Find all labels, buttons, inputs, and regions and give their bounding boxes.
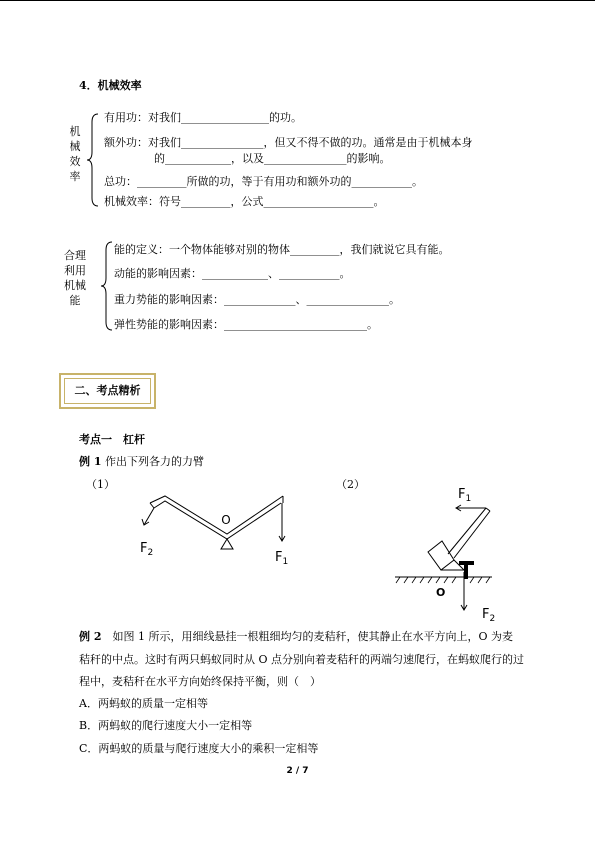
fulcrum-triangle (221, 539, 233, 549)
energy-brace (100, 240, 114, 332)
energy-definition-line: 能的定义：一个物体能够对别的物体_________，我们就说它具有能。 (114, 243, 450, 256)
fig1-o-label: O (221, 513, 231, 527)
fig1-f2-label: $F_2$ (140, 541, 154, 558)
figure-1-lever (130, 495, 300, 570)
option-c: C．两蚂蚁的质量与爬行速度大小的乘积一定相等 (79, 742, 319, 755)
extra-work-line-1: 额外功：对我们_______________，但又不得不做的功。通常是由于机械本身 (104, 136, 473, 149)
ground-hatching (396, 577, 490, 583)
side-char: 机械 (64, 279, 86, 292)
side-char: 能 (69, 294, 81, 307)
kinetic-energy-line: 动能的影响因素：____________、___________。 (114, 267, 351, 280)
fig2-f1-label: $F_1$ (458, 487, 472, 504)
lever-end (150, 503, 154, 508)
example1-prompt (79, 455, 204, 469)
side-char: 率 (69, 170, 81, 183)
side-char: 械 (69, 140, 81, 153)
example2-line-1 (79, 630, 513, 644)
hammer-handle (454, 511, 490, 558)
example2-line-3: 程中，麦秸秆在水平方向始终保持平衡，则（ ） (79, 675, 321, 688)
figure2-label: （2） (336, 478, 365, 491)
exam-point-title: 考点一 杠杆 (79, 433, 145, 446)
side-char: 机 (69, 125, 81, 138)
efficiency-line: 机械效率：符号_________，公式____________________。 (104, 195, 385, 208)
side-char: 合理 (64, 249, 86, 262)
fig2-f2-label: $F_2$ (482, 607, 496, 624)
extra-work-line-2: 的____________，以及_______________的影响。 (154, 152, 391, 165)
nail-shaft (464, 565, 468, 579)
useful-work-line: 有用功：对我们________________的功。 (104, 111, 302, 124)
lever-outline-bottom (154, 501, 281, 539)
hammer-handle (448, 508, 486, 554)
figure1-label: （1） (86, 478, 115, 491)
example1-text: 作出下列各力的力臂 (101, 455, 204, 468)
part2-title: 二、考点精析 (64, 378, 151, 404)
nail-head (459, 561, 474, 565)
fig2-o-label: O (436, 586, 446, 599)
example2-label: 例 2 (79, 630, 102, 643)
example1-label: 例 1 (79, 455, 102, 468)
total-work-line: 总功：_________所做的功，等于有用功和额外功的___________。 (104, 175, 423, 188)
efficiency-side-label (68, 124, 82, 184)
efficiency-brace (86, 112, 100, 208)
side-char: 利用 (64, 264, 86, 277)
energy-side-label (60, 248, 90, 308)
page-number: 2 / 7 (286, 766, 309, 776)
side-char: 效 (69, 155, 81, 168)
gravity-energy-line: 重力势能的影响因素：_____________、_______________。 (114, 293, 400, 306)
fig1-f1-label: $F_1$ (275, 550, 289, 567)
figure-2-hammer (390, 482, 510, 624)
example2-text: 如图 1 所示，用细线悬挂一根粗细均匀的麦秸秆，使其静止在水平方向上，O 为麦 (101, 630, 513, 643)
option-b: B．两蚂蚁的爬行速度大小一定相等 (79, 719, 253, 732)
top-rule (0, 0, 595, 1)
example2-line-2: 秸秆的中点。这时有两只蚂蚁同时从 O 点分别向着麦秸秆的两端匀速爬行，在蚂蚁爬行的过 (79, 653, 525, 666)
elastic-energy-line: 弹性势能的影响因素：__________________________。 (114, 318, 378, 331)
hammer-head (428, 541, 454, 570)
section-title: 4．机械效率 (79, 79, 142, 92)
option-a: A．两蚂蚁的质量一定相等 (79, 697, 208, 710)
